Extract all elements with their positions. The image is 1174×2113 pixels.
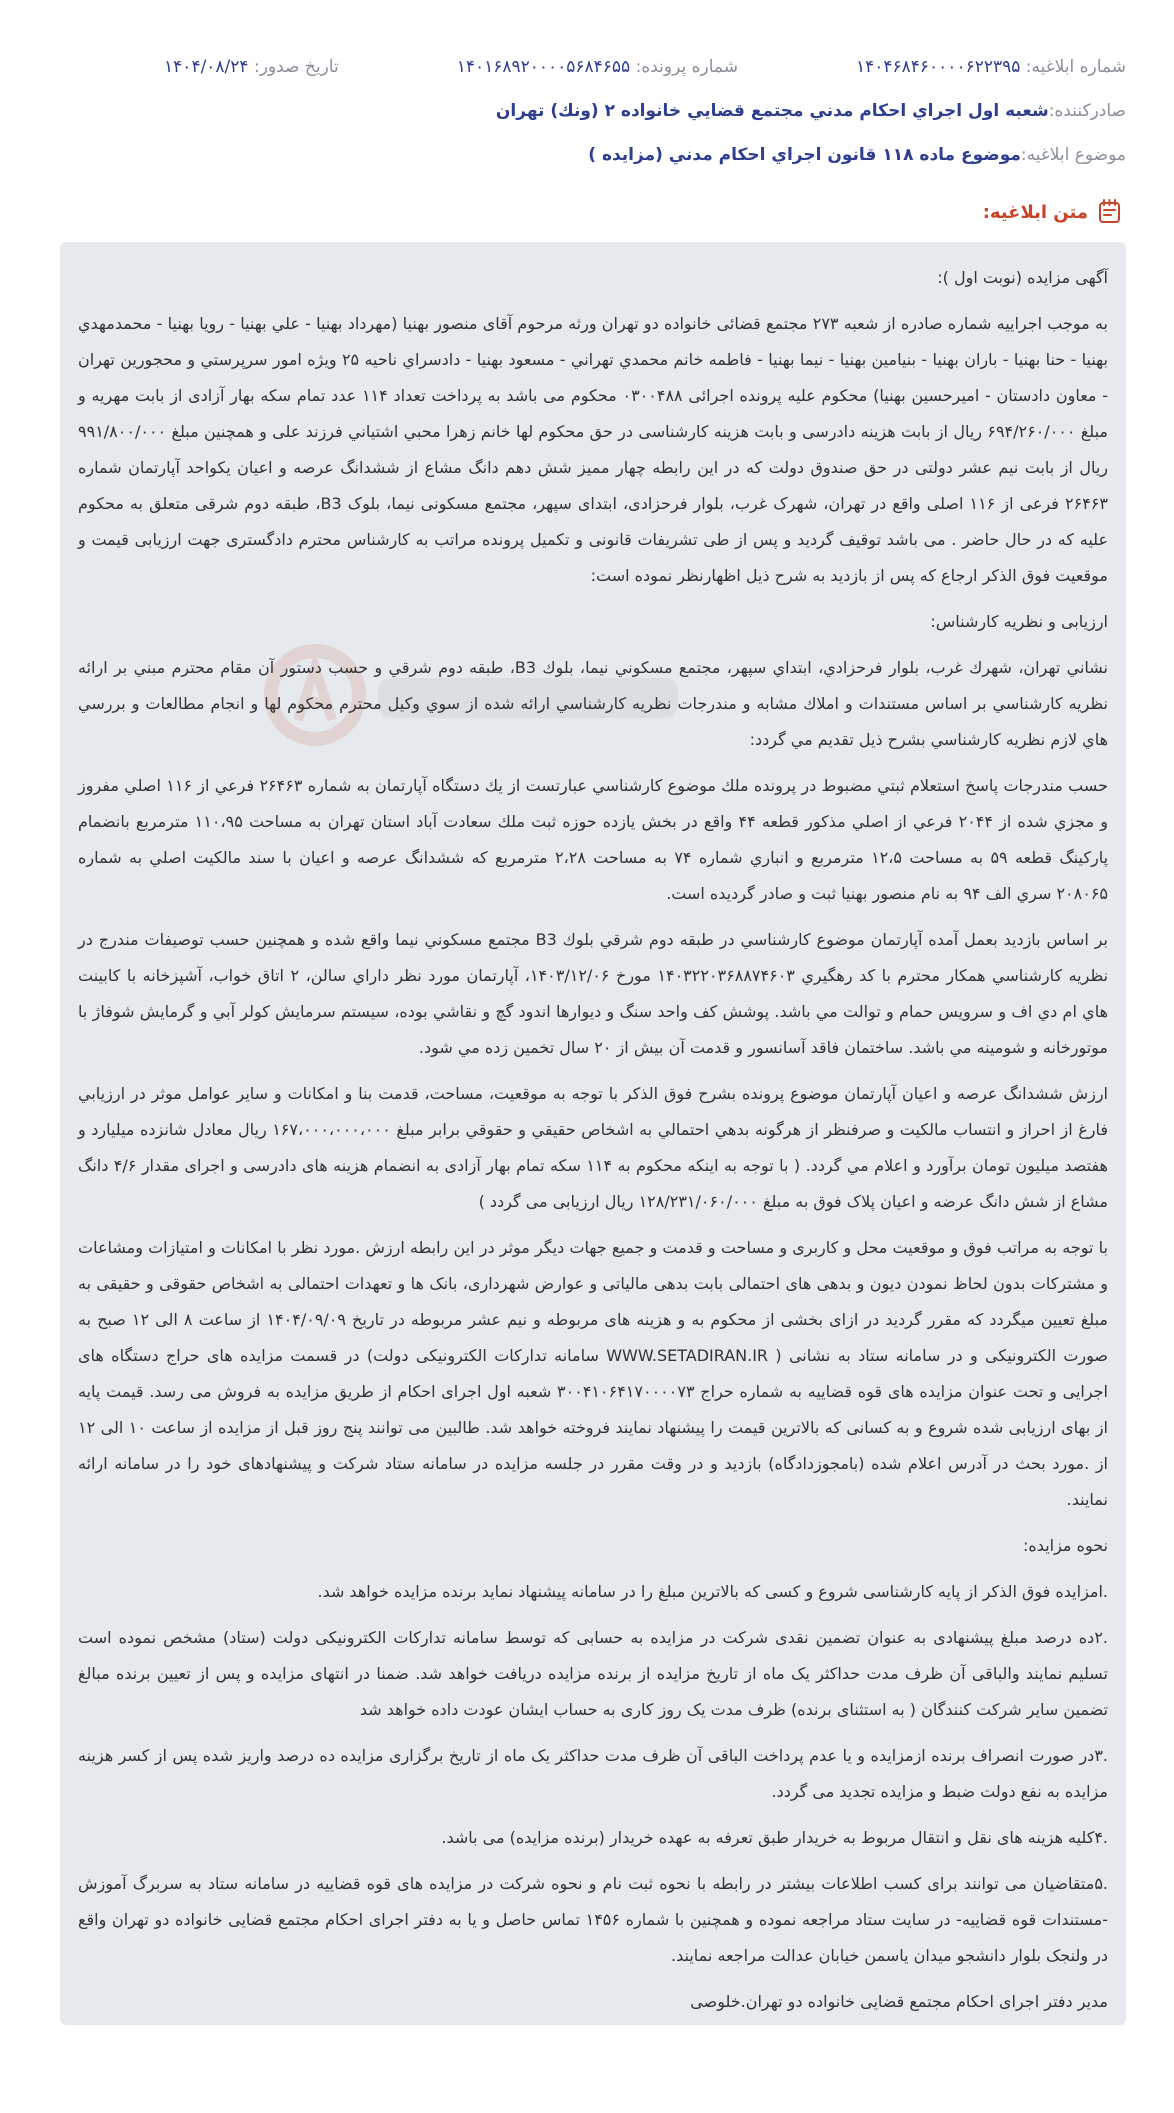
notice-text-header [60, 198, 1124, 226]
notice-number [856, 54, 1126, 80]
rule-5: .۵متقاضیان می توانند برای کسب اطلاعات بیشتر در رابطه با نحوه ثبت نام و نحوه شرکت در مزایده های قوه قضاییه در سامانه ستاد به سربرگ آموزش -مستندات قوه قضاییه- در سایت ستاد مراجعه نموده و همچنین با شماره ۱۴۵۶ تماس حاصل و یا به دفتر اجرای احکام مجتمع قضایی خانواده دو تهران واقع در ولنجک بلوار دانشجو میدان یاسمن خیابان عدالت مراجعه نمایند. [78, 1874, 1108, 1965]
issue-date-label: تاریخ صدور: [253, 57, 339, 77]
paragraph-registry: حسب مندرجات پاسخ استعلام ثبتي مضبوط در پرونده ملك موضوع كارشناسي عبارتست از يك دستگاه آپارتمان به شماره ۲۶۴۶۳ فرعي از ۱۱۶ اصلي مفروز و مجزي شده از ۲۰۴۴ فرعي از اصلي مذكور قطعه ۴۴ واقع در بخش يازده حوزه ثبت ملك سعادت آباد استان تهران به مساحت ۱۱۰،۹۵ مترمربع بانضمام پاركينگ قطعه ۵۹ به مساحت ۱۲،۵ مترمربع و انباري شماره ۷۴ به مساحت ۲،۲۸ مترمربع كه ششدانگ عرصه و اعيان با سند مالكيت اصلي به شماره ۲۰۸۰۶۵ سري الف ۹۴ به نام منصور بهنيا ثبت و صادر گرديده است. [78, 776, 1109, 903]
document-note-icon [1096, 198, 1124, 226]
case-number [457, 54, 738, 80]
expert-heading: ارزیابی و نظریه کارشناس: [930, 612, 1108, 631]
auction-method-heading: نحوه مزایده: [1023, 1536, 1108, 1555]
notice-number-value: ۱۴۰۴۶۸۴۶۰۰۰۰۶۲۲۳۹۵ [856, 57, 1021, 77]
notice-heading: آگهی مزایده (نوبت اول ): [937, 268, 1108, 287]
issuer-value: شعبه اول اجراي احكام مدني مجتمع قضايي خانواده ۲ (ونك) تهران [495, 101, 1049, 121]
paragraph-address: نشاني تهران، شهرك غرب، بلوار فرحزادي، ابتداي سپهر، مجتمع مسكوني نيما، بلوك B3، طبقه دوم شرقي و حسب دستور آن مقام محترم مبني بر ارائه نظريه كارشناسي بر اساس مستندات و املاك مشابه و مندرجات نظريه كارشناسي ارائه شده از سوي وكيل محترم محكوم لها و انجام مطالعات و بررسي هاي لازم نظريه كارشناسي بشرح ذيل تقديم مي گردد: [78, 658, 1108, 749]
subject-label: موضوع ابلاغیه: [1020, 145, 1126, 165]
issue-date [164, 54, 339, 80]
meta-row-numbers [60, 0, 1126, 80]
meta-row-subject [60, 142, 1126, 168]
subject-value: موضوع ماده ۱۱۸ قانون اجراي احكام مدني (مزايده ) [588, 145, 1021, 165]
rule-3: .۳در صورت انصراف برنده ازمزایده و یا عدم پرداخت الباقی آن ظرف مدت حداکثر یک ماه از تاریخ برگزاری مزایده ده درصد واریز شده پس از کسر هزینه مزایده به نفع دولت ضبط و مزایده تجدید می گردد. [78, 1746, 1108, 1801]
case-number-value: ۱۴۰۱۶۸۹۲۰۰۰۰۵۶۸۴۶۵۵ [456, 57, 631, 77]
meta-row-issuer [60, 98, 1126, 124]
notice-number-label: شماره ابلاغیه: [1025, 57, 1126, 77]
paragraph-auction-details: با توجه به مراتب فوق و موقعیت محل و کاربری و مساحت و قدمت و جمیع جهات دیگر موثر در این رابطه ارزش .مورد نظر با امکانات و امتیازات ومشاعات و مشترکات بدون لحاظ نمودن دیون و بدهی های احتمالی بابت بدهی مالیاتی و عوارض شهرداری، بانک ها و تعهدات احتمالی به اشخاص حقوقی و حقیقی به مبلغ تعیین میگردد که مقرر گردید در ازای بخشی از محکوم به و هزینه های مربوطه و نیم عشر مربوطه در تاریخ ۱۴۰۴/۰۹/۰۹ از ساعت ۸ الی ۱۲ صبح به صورت الکترونیکی و در سامانه ستاد به نشانی ( WWW.SETADIRAN.IR سامانه تدارکات الکترونیکی دولت) در قسمت مزایده های حراج دستگاه های اجرایی و تحت عنوان مزایده های قوه قضاییه به شماره حراج ۳۰۰۴۱۰۶۴۱۷۰۰۰۰۷۳ شعبه اول اجرای احکام از طریق مزایده به فروش می رسد. قیمت پایه از بهای ارزیابی شده شروع و به کسانی که بالاترین قیمت را پیشنهاد نمایند فروخته خواهد شد. طالبین می توانند پنج روز قبل از مزایده از ساعت ۱۰ الی ۱۲ از .مورد بحث در آدرس اعلام شده (بامجوزدادگاه) بازدید و در وقت مقرر در جلسه مزایده در سامانه ستاد شرکت و پیشنهادهای خود را در سامانه ارائه نمایند. [78, 1238, 1109, 1509]
paragraph-inspection: بر اساس بازديد بعمل آمده آپارتمان موضوع كارشناسي در طبقه دوم شرقي بلوك B3 مجتمع مسكوني نيما واقع شده و همچنين حسب توصيفات مندرج در نظريه كارشناسي همكار محترم با كد رهگيري ۱۴۰۳۲۲۰۳۶۸۸۷۴۶۰۳ مورخ ۱۴۰۳/۱۲/۰۶، آپارتمان مورد نظر داراي سالن، ۲ اتاق خواب، آشپزخانه با كابينت هاي ام دي اف و سرويس حمام و توالت مي باشد. پوشش كف واحد سنگ و ديوارها اندود گچ و نقاشي بوده، سيستم سرمايش كولر آبي و گرمايش شوفاژ با موتورخانه و شومينه مي باشد. ساختمان فاقد آسانسور و قدمت آن بيش از ۲۰ سال تخمين زده مي شود. [78, 930, 1109, 1057]
rule-2: .۲ده درصد مبلغ پیشنهادی به عنوان تضمین نقدی شرکت در مزایده به حسابی که توسط سامانه تدارکات الکترونیکی دولت (ستاد) مشخص نموده است تسلیم نمایند والباقی آن ظرف مدت حداکثر یک ماه از تاریخ مزایده از برنده مزایده دریافت خواهد شد. ضمنا در انتهای مزایده و پس از تعیین برنده مبالغ تضمین سایر شرکت کنندگان ( به استثنای برنده) ظرف مدت یک روز کاری به حساب ایشان عودت داده خواهد شد [78, 1628, 1108, 1719]
issue-date-value: ۱۴۰۴/۰۸/۲۴ [164, 57, 249, 77]
rule-4: .۴کلیه هزینه های نقل و انتقال مربوط به خریدار طبق تعرفه به عهده خریدار (برنده مزایده) می باشد. [441, 1828, 1108, 1847]
paragraph-valuation: ارزش ششدانگ عرصه و اعيان آپارتمان موضوع پرونده بشرح فوق الذكر با توجه به موقعيت، مساحت، قدمت بنا و امكانات و ساير عوامل موثر در ارزيابي فارغ از احراز و انتساب مالكيت و صرفنظر از هرگونه بدهي احتمالي به اشخاص حقيقي و حقوقي برابر مبلغ ۱۶۷،۰۰۰،۰۰۰،۰۰۰ ريال معادل شانزده ميليارد و هفتصد ميليون تومان برآورد و اعلام مي گردد. ( با توجه به اینکه محکوم به ۱۱۴ سکه تمام بهار آزادی به انضمام هزینه های دادرسی و اجرای مقدار ۴/۶ دانگ مشاع از شش دانگ عرضه و اعیان پلاک فوق به مبلغ ۱۲۸/۲۳۱/۰۶۰/۰۰۰ ریال ارزیابی می گردد ) [78, 1084, 1108, 1211]
notice-content-box [60, 242, 1126, 2025]
notice-text-title: متن ابلاغیه: [982, 201, 1088, 223]
issuer-label: صادرکننده: [1048, 101, 1126, 121]
rule-1: .امزایده فوق الذکر از پایه کارشناسی شروع و کسی که بالاترین مبلغ را در سامانه پیشنهاد نماید برنده مزایده خواهد شد. [317, 1582, 1108, 1601]
case-number-label: شماره پرونده: [635, 57, 738, 77]
signature-line: مدیر دفتر اجرای احکام مجتمع قضایی خانواده دو تهران.خلوصی [690, 1992, 1108, 2011]
paragraph-intro: به موجب اجراییه شماره صادره از شعبه ۲۷۳ مجتمع قضائی خانواده دو تهران ورثه مرحوم آقای منصور بهنیا (مهرداد بهنیا - علي بهنيا - رويا بهنيا - محمدمهدي بهنيا - حنا بهنيا - باران بهنيا - بنيامين بهنيا - نيما بهنيا - فاطمه خانم محمدي تهراني - مسعود بهنيا - دادسراي ناحيه ۲۵ ويژه امور سرپرستي و محجورين تهران - معاون دادستان - اميرحسين بهنيا) محکوم علیه پرونده اجرائی ۰۳۰۰۴۸۸ محکوم می باشد به پرداخت تعداد ۱۱۴ عدد تمام سکه بهار آزادی از بابت مهریه و مبلغ ۶۹۴/۲۶۰/۰۰۰ ریال از بابت هزینه دادرسی و بابت هزینه کارشناسی در حق محکوم لها خانم زهرا محبي اشتياني فرزند علی و همچنین مبلغ ۹۹۱/۸۰۰/۰۰۰ ریال از بابت نیم عشر دولتی در حق صندوق دولت که در این رابطه چهار ممیز شش دهم دانگ مشاع از ششدانگ عرصه و اعیان یکواحد آپارتمان شماره ۲۶۴۶۳ فرعی از ۱۱۶ اصلی واقع در تهران، شهرک غرب، بلوار فرحزادی، ابتدای سپهر، مجتمع مسکونی نیما، بلوک B3، طبقه دوم شرقی متعلق به محکوم علیه که در حال حاضر . می باشد توقیف گردید و پس از طی تشریفات قانونی و تکمیل پرونده مراتب به کارشناس محترم دادگستری جهت ارزیابی قیمت و موقعیت فوق الذکر ارجاع که پس از بازدید به شرح ذیل اظهارنظر نموده است: [78, 314, 1109, 585]
